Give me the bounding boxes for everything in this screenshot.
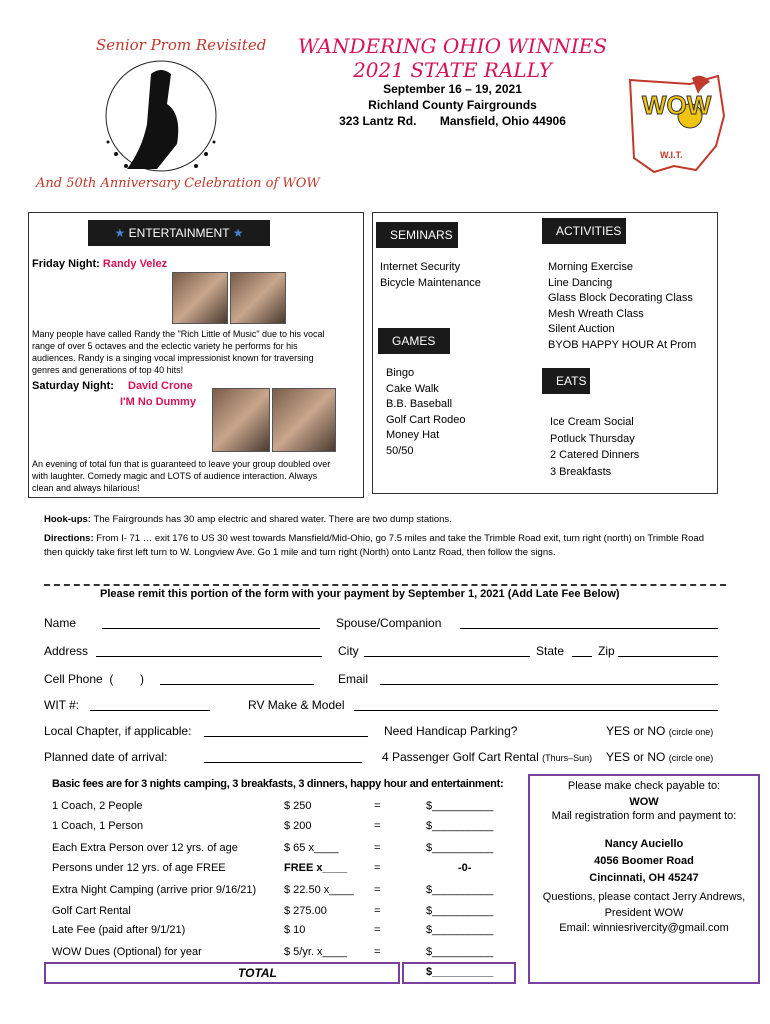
rally-title-2: 2021 STATE RALLY (353, 58, 552, 82)
fee-due[interactable]: $__________ (426, 946, 494, 958)
crone-photo-1 (212, 388, 270, 452)
list-item: Internet Security (380, 261, 461, 273)
list-item: Line Dancing (548, 276, 613, 289)
city-label: City (338, 644, 359, 658)
anniversary-text: And 50th Anniversary Celebration of WOW (36, 176, 320, 191)
cell-field[interactable] (160, 684, 314, 685)
wow-letters: WOW (642, 90, 712, 120)
hookups-text: The Fairgrounds has 30 amp electric and shared water. There are two dump stations. (93, 514, 452, 525)
arrival-field[interactable] (204, 762, 362, 763)
hookups-line (44, 514, 734, 525)
payment-line2: Mail registration form and payment to: (551, 810, 737, 822)
list-item: Bingo (386, 367, 415, 379)
list-item: Potluck Thursday (550, 432, 635, 445)
chapter-field[interactable] (204, 736, 368, 737)
friday-description: Many people have called Randy the "Rich Little of Music" due to his vocal range of over 5 octaves and the eclectic variety he performs for his audiences. Randy is a singing vocal impressionist known for traversing genres and generations of top 40 hits! (32, 329, 325, 375)
friday-line (32, 258, 167, 270)
zip-label: Zip (598, 644, 615, 658)
handicap-choice: YES or NO (606, 724, 666, 738)
list-item: BYOB HAPPY HOUR At Prom (548, 338, 697, 351)
dancing-couple-icon (96, 54, 226, 179)
remit-text: Please remit this portion of the form with your payment by September 1, 2021 (Add Late Fee Below) (100, 588, 620, 600)
rv-label: RV Make & Model (248, 698, 345, 712)
fee-equals: = (374, 924, 381, 936)
chapter-label: Local Chapter, if applicable: (44, 724, 192, 738)
arrival-label: Planned date of arrival: (44, 750, 168, 764)
rally-dates: September 16 – 19, 2021 (383, 82, 522, 96)
payment-contact: Questions, please contact Jerry Andrews, President WOW (542, 891, 746, 919)
list-item: Money Hat (386, 429, 440, 441)
cut-line (44, 584, 726, 586)
fee-label: 1 Coach, 1 Person (52, 820, 144, 832)
entertainment-label (88, 220, 270, 246)
state-field[interactable] (572, 656, 592, 657)
city-field[interactable] (364, 656, 530, 657)
fee-amount: $ 65 x____ (284, 842, 339, 854)
list-item: Cake Walk (386, 382, 439, 395)
crone-photo-2 (272, 388, 336, 452)
fees-heading: Basic fees are for 3 nights camping, 3 breakfasts, 3 dinners, happy hour and entertainment: (52, 778, 504, 790)
fee-due[interactable]: $__________ (426, 820, 494, 832)
randy-photo-2 (230, 272, 286, 324)
randy-photo-1 (172, 272, 228, 324)
fee-label: 1 Coach, 2 People (52, 800, 143, 812)
saturday-description: An evening of total fun that is guaranteed to leave your group doubled over with laughter. Comedy magic and LOTS of audience interaction. Always clean and always hilarious! (32, 459, 331, 493)
directions-label: Directions: (44, 533, 94, 544)
fee-equals: = (374, 905, 381, 917)
spouse-field[interactable] (460, 628, 718, 629)
rally-city: Mansfield, Ohio 44906 (439, 114, 566, 128)
wit-field[interactable] (90, 710, 210, 711)
list-item: Silent Auction (548, 323, 615, 335)
star-icon: ★ (232, 226, 244, 240)
list-item: 50/50 (386, 444, 414, 457)
total-label: TOTAL (238, 966, 277, 980)
fee-label: Each Extra Person over 12 yrs. of age (52, 842, 238, 854)
name-field[interactable] (102, 628, 320, 629)
prom-title: Senior Prom Revisited (96, 36, 267, 54)
fee-due[interactable]: $__________ (426, 884, 494, 896)
fee-label: WOW Dues (Optional) for year (52, 946, 202, 958)
golf-circle-note: (circle one) (668, 753, 714, 763)
address-label: Address (44, 644, 89, 658)
payment-email: Email: winniesrivercity@gmail.com (559, 922, 729, 934)
fee-equals: = (374, 820, 381, 832)
cell-label: Cell Phone ( ) (44, 672, 145, 686)
fee-amount: $ 5/yr. x____ (284, 946, 347, 958)
rv-field[interactable] (354, 710, 718, 711)
spouse-label: Spouse/Companion (336, 616, 442, 630)
right-logo (622, 68, 728, 176)
fee-amount: $ 22.50 x____ (284, 884, 354, 896)
left-logo (36, 30, 320, 200)
friday-label: Friday Night: (32, 258, 100, 270)
list-item: 3 Breakfasts (550, 465, 612, 478)
list-item: Bicycle Maintenance (380, 276, 481, 289)
directions-line (44, 532, 724, 560)
payment-city: Cincinnati, OH 45247 (589, 872, 699, 884)
star-icon: ★ (114, 226, 126, 240)
payment-name: Nancy Auciello (604, 838, 684, 850)
saturday-performer-1: David Crone (128, 380, 193, 392)
saturday-label: Saturday Night: (32, 380, 114, 392)
wit-label: WIT #: (44, 698, 80, 712)
list-item: Ice Cream Social (550, 416, 634, 428)
fee-equals: = (374, 946, 381, 958)
games-list (386, 366, 465, 459)
golf-yes-no[interactable] (606, 750, 713, 764)
fee-equals: = (374, 842, 381, 854)
state-label: State (536, 644, 565, 658)
seminars-label: SEMINARS (376, 222, 458, 248)
fee-due[interactable]: $__________ (426, 924, 494, 936)
fee-equals: = (374, 800, 381, 812)
fee-amount: $ 275.00 (284, 905, 327, 917)
golf-days: (Thurs–Sun) (542, 753, 593, 763)
payment-line1: Please make check payable to: (567, 780, 721, 792)
friday-performer: Randy Velez (102, 258, 168, 270)
fee-label: Late Fee (paid after 9/1/21) (52, 924, 186, 936)
list-item: Golf Cart Rodeo (386, 413, 466, 426)
name-label: Name (44, 616, 77, 630)
saturday-performer-2: I'M No Dummy (120, 396, 196, 408)
handicap-label: Need Handicap Parking? (384, 724, 518, 738)
eats-list (550, 414, 639, 480)
handicap-yes-no[interactable] (606, 724, 713, 738)
directions-text: From I- 71 … exit 176 to US 30 west towards Mansfield/Mid-Ohio, go 7.5 miles and take the Trimble Road exit, turn right (north) on Trimble Road then quickly take first left turn to W. Longview Ave. Go 1 mile and turn right (North) onto Lantz Road, then follow the signs. (44, 533, 705, 558)
wit-text: W.I.T. (660, 150, 683, 160)
fee-due[interactable]: $__________ (426, 800, 494, 812)
hookups-label: Hook-ups: (44, 514, 91, 525)
seminars-list (380, 260, 481, 291)
entertainment-label-text: ENTERTAINMENT (128, 226, 230, 240)
eats-label: EATS (542, 368, 590, 394)
fee-label: Extra Night Camping (arrive prior 9/16/21) (52, 884, 257, 896)
rally-title-1: WANDERING OHIO WINNIES (297, 34, 608, 58)
fee-amount: FREE x____ (284, 862, 347, 874)
handicap-circle-note: (circle one) (668, 727, 714, 737)
activities-list (548, 260, 696, 353)
zip-field[interactable] (618, 656, 718, 657)
games-label: GAMES (378, 328, 450, 354)
fee-equals: = (374, 862, 381, 874)
rally-venue: Richland County Fairgrounds (368, 98, 537, 112)
golf-text: 4 Passenger Golf Cart Rental (382, 750, 539, 764)
fee-amount: $ 250 (284, 800, 312, 812)
fee-label: Golf Cart Rental (52, 905, 131, 917)
payment-payee: WOW (629, 796, 659, 808)
email-label: Email (338, 672, 369, 686)
email-field[interactable] (380, 684, 718, 685)
fee-amount: $ 10 (284, 924, 306, 936)
list-item: B.B. Baseball (386, 398, 453, 410)
fee-due[interactable]: -0- (458, 862, 472, 874)
list-item: Glass Block Decorating Class (548, 292, 693, 304)
golf-choice: YES or NO (606, 750, 666, 764)
fee-due[interactable]: $__________ (426, 905, 494, 917)
list-item: 2 Catered Dinners (550, 449, 640, 461)
rally-address (280, 114, 625, 128)
total-due[interactable]: $__________ (426, 966, 494, 978)
fee-due[interactable]: $__________ (426, 842, 494, 854)
fee-equals: = (374, 884, 381, 896)
payment-street: 4056 Boomer Road (594, 855, 694, 867)
rally-street: 323 Lantz Rd. (339, 114, 417, 128)
activities-label: ACTIVITIES (542, 218, 626, 244)
address-field[interactable] (96, 656, 322, 657)
golf-label (382, 750, 592, 764)
fee-label: Persons under 12 yrs. of age FREE (52, 862, 226, 874)
fee-amount: $ 200 (284, 820, 312, 832)
list-item: Mesh Wreath Class (548, 307, 644, 320)
list-item: Morning Exercise (548, 261, 633, 273)
total-box (44, 962, 400, 984)
